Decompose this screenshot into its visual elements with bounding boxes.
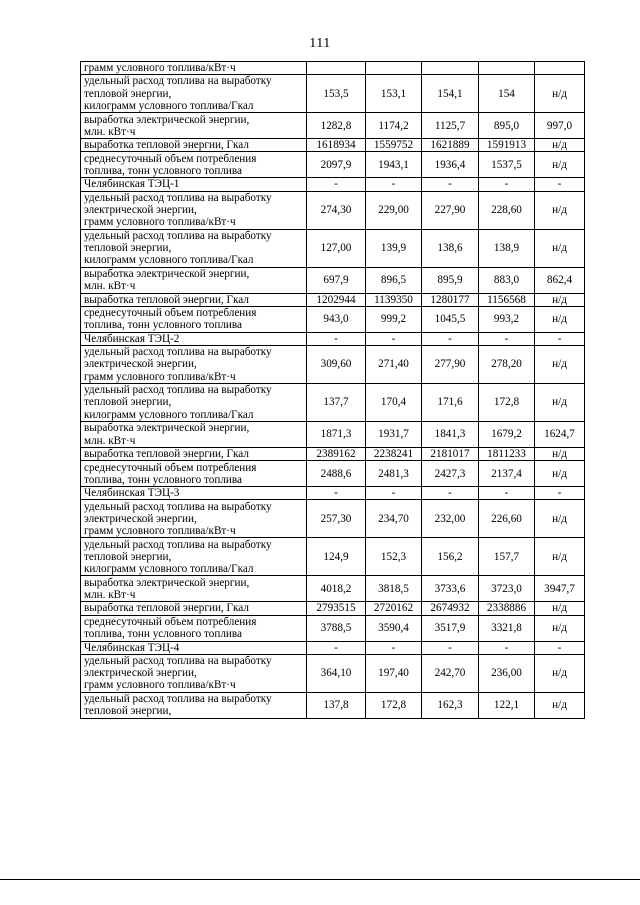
row-label-line: выработка тепловой энергии, Гкал bbox=[84, 448, 249, 461]
row-value: 1591913 bbox=[479, 139, 535, 152]
table-row bbox=[81, 267, 585, 293]
row-label bbox=[81, 62, 307, 75]
row-label-line: электрической энергии, bbox=[84, 667, 197, 680]
row-label bbox=[81, 448, 307, 461]
row-label-line: выработка электрической энергии, bbox=[84, 422, 250, 435]
row-label-line: выработка тепловой энергии, Гкал bbox=[84, 602, 249, 615]
row-value: 228,60 bbox=[479, 191, 535, 229]
row-value: 3517,9 bbox=[422, 615, 479, 641]
row-value: 153,5 bbox=[307, 75, 366, 113]
row-label bbox=[81, 487, 307, 500]
row-value: н/д bbox=[535, 229, 585, 267]
table-row bbox=[81, 654, 585, 692]
row-label-line: тепловой энергии, bbox=[84, 396, 172, 409]
row-value: 278,20 bbox=[479, 346, 535, 384]
row-label-line: среднесуточный объем потребления bbox=[84, 461, 257, 474]
row-label-line: удельный расход топлива на выработку bbox=[84, 229, 272, 242]
row-value: 1280177 bbox=[422, 293, 479, 306]
table-row bbox=[81, 461, 585, 487]
row-value: 137,7 bbox=[307, 384, 366, 422]
row-value: 1931,7 bbox=[366, 422, 422, 448]
row-value: н/д bbox=[535, 191, 585, 229]
row-value: 2720162 bbox=[366, 602, 422, 615]
table-row bbox=[81, 448, 585, 461]
table-row bbox=[81, 113, 585, 139]
row-value: н/д bbox=[535, 500, 585, 538]
row-label-line: грамм условного топлива/кВт·ч bbox=[84, 62, 236, 74]
row-label-line: удельный расход топлива на выработку bbox=[84, 384, 272, 397]
row-value: 883,0 bbox=[479, 267, 535, 293]
row-value: н/д bbox=[535, 75, 585, 113]
row-value bbox=[366, 62, 422, 75]
row-value: 3723,0 bbox=[479, 576, 535, 602]
row-label bbox=[81, 500, 307, 538]
table-row bbox=[81, 384, 585, 422]
row-label-line: выработка тепловой энергии, Гкал bbox=[84, 293, 249, 306]
row-value: 139,9 bbox=[366, 229, 422, 267]
row-value: - bbox=[422, 178, 479, 191]
row-label bbox=[81, 332, 307, 345]
table-row bbox=[81, 332, 585, 345]
row-value: 3947,7 bbox=[535, 576, 585, 602]
row-label-line: топлива, тонн условного топлива bbox=[84, 628, 242, 641]
row-value: 274,30 bbox=[307, 191, 366, 229]
row-value: - bbox=[307, 332, 366, 345]
row-value: 309,60 bbox=[307, 346, 366, 384]
row-value: 2427,3 bbox=[422, 461, 479, 487]
table-body bbox=[81, 62, 585, 719]
row-value: 138,6 bbox=[422, 229, 479, 267]
row-value: 226,60 bbox=[479, 500, 535, 538]
row-value: - bbox=[366, 641, 422, 654]
row-label bbox=[81, 615, 307, 641]
page-number: 111 bbox=[309, 36, 331, 51]
row-value: 2674932 bbox=[422, 602, 479, 615]
row-value: 229,00 bbox=[366, 191, 422, 229]
row-label-line: топлива, тонн условного топлива bbox=[84, 473, 242, 486]
row-label-line: удельный расход топлива на выработку bbox=[84, 538, 272, 551]
row-value: 697,9 bbox=[307, 267, 366, 293]
row-value: 227,90 bbox=[422, 191, 479, 229]
table-row bbox=[81, 500, 585, 538]
row-value: - bbox=[479, 178, 535, 191]
row-label-line: грамм условного топлива/кВт·ч bbox=[84, 679, 236, 692]
row-label-line: удельный расход топлива на выработку bbox=[84, 75, 272, 88]
row-value: - bbox=[422, 487, 479, 500]
row-label bbox=[81, 346, 307, 384]
row-label bbox=[81, 267, 307, 293]
row-value: 895,0 bbox=[479, 113, 535, 139]
row-label-line: удельный расход топлива на выработку bbox=[84, 655, 272, 668]
row-label-line: электрической энергии, bbox=[84, 358, 197, 371]
row-value: 999,2 bbox=[366, 306, 422, 332]
table-row bbox=[81, 306, 585, 332]
row-value: 2137,4 bbox=[479, 461, 535, 487]
row-value: 154,1 bbox=[422, 75, 479, 113]
row-value: 152,3 bbox=[366, 538, 422, 576]
row-label bbox=[81, 641, 307, 654]
row-value: - bbox=[366, 332, 422, 345]
row-value: 1811233 bbox=[479, 448, 535, 461]
row-value: - bbox=[535, 641, 585, 654]
row-label-line: млн. кВт·ч bbox=[84, 280, 136, 293]
row-label-line: Челябинская ТЭЦ-2 bbox=[84, 332, 180, 345]
row-value: 3321,8 bbox=[479, 615, 535, 641]
row-label-line: выработка электрической энергии, bbox=[84, 267, 250, 280]
row-value bbox=[422, 62, 479, 75]
row-label-line: тепловой энергии, bbox=[84, 705, 172, 718]
row-value: 2793515 bbox=[307, 602, 366, 615]
row-label bbox=[81, 191, 307, 229]
table-row bbox=[81, 139, 585, 152]
row-value: 2481,3 bbox=[366, 461, 422, 487]
row-value: 138,9 bbox=[479, 229, 535, 267]
row-label bbox=[81, 293, 307, 306]
row-value: 364,10 bbox=[307, 654, 366, 692]
table-row bbox=[81, 538, 585, 576]
row-value: 1936,4 bbox=[422, 152, 479, 178]
row-label-line: электрической энергии, bbox=[84, 512, 197, 525]
row-value: н/д bbox=[535, 692, 585, 718]
row-label-line: выработка тепловой энергии, Гкал bbox=[84, 139, 249, 152]
row-value: 122,1 bbox=[479, 692, 535, 718]
row-value: 3788,5 bbox=[307, 615, 366, 641]
row-value: 1618934 bbox=[307, 139, 366, 152]
row-value: - bbox=[422, 641, 479, 654]
row-value: 896,5 bbox=[366, 267, 422, 293]
row-label bbox=[81, 113, 307, 139]
row-value: 1537,5 bbox=[479, 152, 535, 178]
table-row bbox=[81, 75, 585, 113]
row-value: 153,1 bbox=[366, 75, 422, 113]
row-label-line: тепловой энергии, bbox=[84, 242, 172, 254]
row-label-line: электрической энергии, bbox=[84, 204, 197, 216]
table-row bbox=[81, 62, 585, 75]
row-value: 1282,8 bbox=[307, 113, 366, 139]
row-value: 1841,3 bbox=[422, 422, 479, 448]
table-row bbox=[81, 191, 585, 229]
row-label-line: тепловой энергии, bbox=[84, 87, 172, 100]
row-label bbox=[81, 229, 307, 267]
row-value: 137,8 bbox=[307, 692, 366, 718]
row-label-line: среднесуточный объем потребления bbox=[84, 152, 257, 165]
row-value: - bbox=[307, 641, 366, 654]
row-label-line: килограмм условного топлива/Гкал bbox=[84, 99, 254, 112]
row-value: 2097,9 bbox=[307, 152, 366, 178]
row-value: н/д bbox=[535, 602, 585, 615]
row-label-line: топлива, тонн условного топлива bbox=[84, 164, 242, 177]
table-row bbox=[81, 293, 585, 306]
row-value: 2338886 bbox=[479, 602, 535, 615]
row-value: - bbox=[535, 178, 585, 191]
row-value bbox=[307, 62, 366, 75]
row-value: 124,9 bbox=[307, 538, 366, 576]
table-row bbox=[81, 487, 585, 500]
row-value: 154 bbox=[479, 75, 535, 113]
row-value: 1621889 bbox=[422, 139, 479, 152]
row-value: 3733,6 bbox=[422, 576, 479, 602]
row-value: 172,8 bbox=[479, 384, 535, 422]
row-label-line: удельный расход топлива на выработку bbox=[84, 191, 272, 204]
row-label bbox=[81, 576, 307, 602]
row-label bbox=[81, 139, 307, 152]
row-label bbox=[81, 306, 307, 332]
row-label-line: выработка электрической энергии, bbox=[84, 113, 250, 126]
row-value: н/д bbox=[535, 448, 585, 461]
row-label-line: килограмм условного топлива/Гкал bbox=[84, 563, 254, 576]
row-value: - bbox=[366, 178, 422, 191]
row-value: 170,4 bbox=[366, 384, 422, 422]
row-label bbox=[81, 75, 307, 113]
row-label-line: среднесуточный объем потребления bbox=[84, 307, 257, 320]
row-label-line: грамм условного топлива/кВт·ч bbox=[84, 216, 236, 229]
row-value: - bbox=[307, 178, 366, 191]
row-value: - bbox=[535, 487, 585, 500]
row-value: 862,4 bbox=[535, 267, 585, 293]
row-value: 2488,6 bbox=[307, 461, 366, 487]
table-row bbox=[81, 576, 585, 602]
row-label bbox=[81, 422, 307, 448]
data-table bbox=[80, 61, 585, 719]
bottom-rule bbox=[0, 879, 640, 880]
row-value: 1156568 bbox=[479, 293, 535, 306]
row-value: н/д bbox=[535, 293, 585, 306]
row-value: 171,6 bbox=[422, 384, 479, 422]
table-row bbox=[81, 602, 585, 615]
row-value: н/д bbox=[535, 152, 585, 178]
row-label-line: тепловой энергии, bbox=[84, 550, 172, 563]
row-value: 242,70 bbox=[422, 654, 479, 692]
table-row bbox=[81, 615, 585, 641]
row-value: 257,30 bbox=[307, 500, 366, 538]
row-value: - bbox=[479, 641, 535, 654]
row-value: - bbox=[366, 487, 422, 500]
row-value: 3818,5 bbox=[366, 576, 422, 602]
row-label-line: грамм условного топлива/кВт·ч bbox=[84, 370, 236, 383]
row-value: 3590,4 bbox=[366, 615, 422, 641]
row-label bbox=[81, 602, 307, 615]
row-label-line: млн. кВт·ч bbox=[84, 588, 136, 601]
row-value: 236,00 bbox=[479, 654, 535, 692]
row-value: 271,40 bbox=[366, 346, 422, 384]
row-label-line: килограмм условного топлива/Гкал bbox=[84, 254, 254, 267]
row-value: н/д bbox=[535, 139, 585, 152]
row-value: н/д bbox=[535, 538, 585, 576]
row-value: 1045,5 bbox=[422, 306, 479, 332]
row-value: 2238241 bbox=[366, 448, 422, 461]
row-label-line: Челябинская ТЭЦ-3 bbox=[84, 487, 180, 500]
row-value: н/д bbox=[535, 346, 585, 384]
row-label-line: удельный расход топлива на выработку bbox=[84, 346, 272, 359]
row-label-line: выработка электрической энергии, bbox=[84, 576, 250, 589]
row-value: 895,9 bbox=[422, 267, 479, 293]
row-value: 172,8 bbox=[366, 692, 422, 718]
table-row bbox=[81, 229, 585, 267]
row-value: - bbox=[479, 487, 535, 500]
row-value: 234,70 bbox=[366, 500, 422, 538]
row-value: 2389162 bbox=[307, 448, 366, 461]
row-label bbox=[81, 461, 307, 487]
row-label-line: грамм условного топлива/кВт·ч bbox=[84, 525, 236, 538]
row-value: 1559752 bbox=[366, 139, 422, 152]
data-table-wrapper bbox=[80, 61, 584, 719]
row-value bbox=[479, 62, 535, 75]
row-label bbox=[81, 384, 307, 422]
row-value: 162,3 bbox=[422, 692, 479, 718]
row-value: 1125,7 bbox=[422, 113, 479, 139]
row-value: 1202944 bbox=[307, 293, 366, 306]
row-label-line: Челябинская ТЭЦ-4 bbox=[84, 641, 180, 654]
row-value: 127,00 bbox=[307, 229, 366, 267]
row-value: 156,2 bbox=[422, 538, 479, 576]
table-row bbox=[81, 422, 585, 448]
row-value: 1139350 bbox=[366, 293, 422, 306]
row-label-line: удельный расход топлива на выработку bbox=[84, 693, 272, 706]
row-label-line: Челябинская ТЭЦ-1 bbox=[84, 178, 180, 191]
row-value: н/д bbox=[535, 615, 585, 641]
row-label-line: килограмм условного топлива/Гкал bbox=[84, 408, 254, 421]
row-value: 197,40 bbox=[366, 654, 422, 692]
row-value: 277,90 bbox=[422, 346, 479, 384]
row-label bbox=[81, 152, 307, 178]
row-label-line: млн. кВт·ч bbox=[84, 434, 136, 447]
row-value: н/д bbox=[535, 654, 585, 692]
row-value: 993,2 bbox=[479, 306, 535, 332]
row-value bbox=[535, 62, 585, 75]
table-row bbox=[81, 152, 585, 178]
row-label-line: топлива, тонн условного топлива bbox=[84, 319, 242, 332]
row-value: н/д bbox=[535, 384, 585, 422]
row-value: 997,0 bbox=[535, 113, 585, 139]
table-row bbox=[81, 346, 585, 384]
row-label bbox=[81, 692, 307, 718]
row-value: 2181017 bbox=[422, 448, 479, 461]
row-value: 1174,2 bbox=[366, 113, 422, 139]
row-value: 1679,2 bbox=[479, 422, 535, 448]
row-value: - bbox=[535, 332, 585, 345]
row-value: 232,00 bbox=[422, 500, 479, 538]
row-value: 943,0 bbox=[307, 306, 366, 332]
row-value: - bbox=[307, 487, 366, 500]
row-value: 1871,3 bbox=[307, 422, 366, 448]
table-row bbox=[81, 692, 585, 718]
row-value: н/д bbox=[535, 461, 585, 487]
row-value: 4018,2 bbox=[307, 576, 366, 602]
row-value: - bbox=[422, 332, 479, 345]
row-label bbox=[81, 654, 307, 692]
row-value: 1624,7 bbox=[535, 422, 585, 448]
row-value: н/д bbox=[535, 306, 585, 332]
row-value: 1943,1 bbox=[366, 152, 422, 178]
table-row bbox=[81, 641, 585, 654]
row-label-line: среднесуточный объем потребления bbox=[84, 615, 257, 628]
row-value: 157,7 bbox=[479, 538, 535, 576]
table-row bbox=[81, 178, 585, 191]
row-label-line: млн. кВт·ч bbox=[84, 125, 136, 138]
row-label-line: удельный расход топлива на выработку bbox=[84, 500, 272, 513]
row-value: - bbox=[479, 332, 535, 345]
row-label bbox=[81, 538, 307, 576]
row-label bbox=[81, 178, 307, 191]
